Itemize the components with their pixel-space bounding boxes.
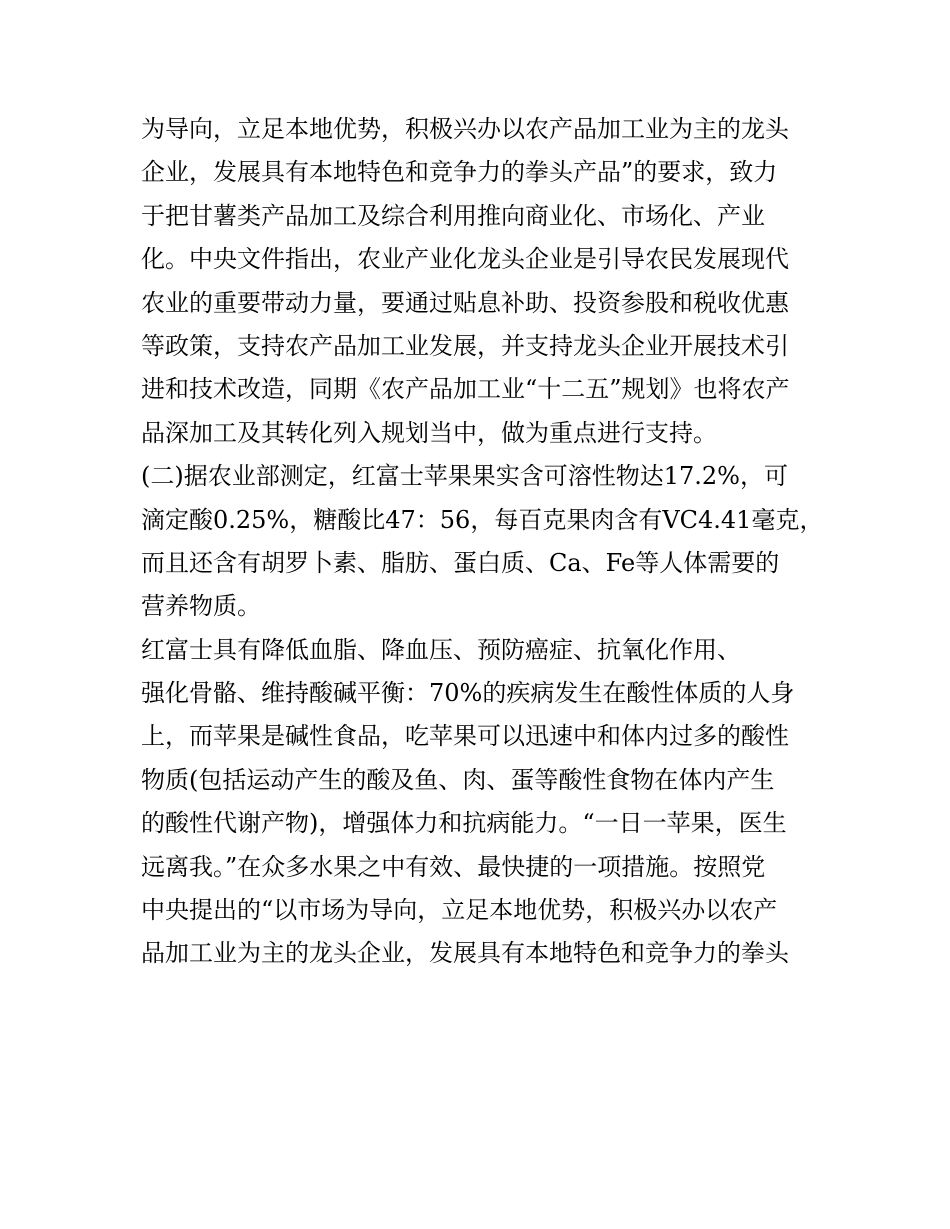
text-line: 红富士具有降低血脂、降血压、预防癌症、抗氧化作用、	[141, 635, 741, 664]
text-line: 强化骨骼、维持酸碱平衡：70%的疾病发生在酸性体质的人身	[141, 679, 795, 708]
body-text	[141, 108, 824, 976]
text-line: 品加工业为主的龙头企业，发展具有本地特色和竞争力的拳头	[141, 939, 789, 968]
text-line: 远离我。”在众多水果之中有效、最快捷的一项措施。按照党	[141, 852, 766, 881]
text-line: 上，而苹果是碱性食品，吃苹果可以迅速中和体内过多的酸性	[141, 722, 789, 751]
text-line: 化。中央文件指出，农业产业化龙头企业是引导农民发展现代	[141, 245, 789, 274]
text-line: 等政策，支持农产品加工业发展，并支持龙头企业开展技术引	[141, 331, 789, 360]
text-line: 进和技术改造，同期《农产品加工业“十二五”规划》也将农产	[141, 375, 790, 404]
text-line: 品深加工及其转化列入规划当中，做为重点进行支持。	[141, 418, 717, 447]
text-line: 企业，发展具有本地特色和竞争力的拳头产品”的要求，致力	[141, 158, 778, 187]
text-line: 而且还含有胡罗卜素、脂肪、蛋白质、Ca、Fe等人体需要的	[141, 548, 780, 577]
text-line: 滴定酸0.25%，糖酸比47：56，每百克果肉含有VC4.41毫克，	[141, 505, 824, 534]
text-line: (二)据农业部测定，红富士苹果果实含可溶性物达17.2%，可	[141, 462, 788, 491]
text-line: 中央提出的“以市场为导向，立足本地优势，积极兴办以农产	[141, 896, 778, 925]
text-line: 的酸性代谢产物)，增强体力和抗病能力。“一日一苹果，医生	[141, 809, 787, 838]
text-line: 农业的重要带动力量，要通过贴息补助、投资参股和税收优惠	[141, 288, 789, 317]
text-line: 物质(包括运动产生的酸及鱼、肉、蛋等酸性食物在体内产生	[141, 765, 775, 794]
text-line: 营养物质。	[141, 592, 261, 621]
text-line: 为导向，立足本地优势，积极兴办以农产品加工业为主的龙头	[141, 115, 789, 143]
text-line: 于把甘薯类产品加工及综合利用推向商业化、市场化、产业	[141, 201, 765, 230]
